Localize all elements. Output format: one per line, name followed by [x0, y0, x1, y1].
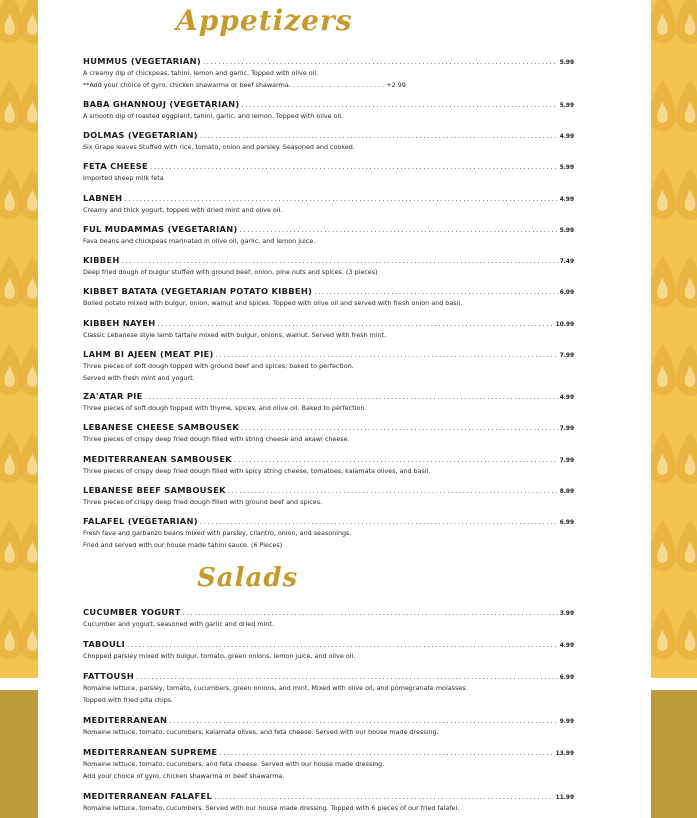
item-description: Three pieces of soft dough topped with ground beef and spices, baked to perfection.: [83, 362, 354, 370]
item-name: MEDITERRANEAN SAMBOUSEK: [83, 454, 233, 464]
item-description: Three pieces of soft dough topped with thyme, spices, and olive oil. Baked to perfection.: [83, 404, 367, 412]
menu-item: [83, 485, 574, 508]
dot-leader: [203, 58, 558, 66]
item-description: Add your choice of gyro, chicken shawarma or beef shawarma.: [83, 772, 285, 780]
dot-leader: [169, 717, 557, 725]
dot-leader: [219, 749, 553, 757]
item-description: **Add your choice of gyro, chicken shawarma or beef shawarma. . . . . . . . . . . . . . . . . . . . . . . . +2.99: [83, 81, 406, 89]
item-price: 5.99: [559, 228, 574, 234]
salads-heading: Salads: [197, 563, 299, 593]
item-name: KIBBEH NAYEH: [83, 318, 156, 328]
menu-item: [83, 747, 574, 782]
gold-band: [0, 690, 38, 818]
menu-item: [83, 286, 574, 309]
menu-item: [83, 454, 574, 477]
item-description: Creamy and thick yogurt, topped with dried mint and olive oil.: [83, 206, 283, 214]
item-description: Romaine lettuce, tomato, cucumbers. Served with our house made dressing. Topped with 6 pieces of our fried falafel.: [83, 804, 460, 812]
item-name: LAHM BI AJEEN (MEAT PIE): [83, 349, 214, 359]
item-name: HUMMUS (VEGETARIAN): [83, 56, 201, 66]
item-name: MEDITERRANEAN: [83, 715, 168, 725]
menu-item: [83, 671, 574, 706]
dot-leader: [216, 351, 558, 359]
item-price: 4.99: [559, 197, 574, 203]
item-name: FETA CHEESE: [83, 161, 148, 171]
item-description: Fresh fava and garbanzo beans mixed with parsley, cilantro, onion, and seasonings.: [83, 529, 352, 537]
item-name: DOLMAS (VEGETARIAN): [83, 130, 198, 140]
dot-leader: [240, 226, 558, 234]
menu-item: [83, 193, 574, 216]
item-name: KIBBEH: [83, 255, 120, 265]
dot-leader: [122, 257, 558, 265]
teardrop-pattern: [0, 0, 38, 678]
item-price: 6.99: [559, 675, 574, 681]
item-price: 11.99: [555, 795, 574, 801]
item-name: BABA GHANNOUJ (VEGETARIAN): [83, 99, 240, 109]
item-name: CUCUMBER YOGURT: [83, 607, 181, 617]
item-price: 7.49: [559, 259, 574, 265]
item-description: Imported sheep milk feta: [83, 174, 164, 182]
item-price: 5.99: [559, 103, 574, 109]
item-price: 5.99: [559, 165, 574, 171]
item-price: 4.99: [559, 134, 574, 140]
item-price: 7.99: [559, 458, 574, 464]
item-description: Cucumber and yogurt, seasoned with garlic and dried mint.: [83, 620, 274, 628]
item-price: 8.99: [559, 489, 574, 495]
item-price: 6.99: [559, 290, 574, 296]
item-description: Topped with fried pita chips.: [83, 696, 174, 704]
menu-item: [83, 56, 574, 91]
menu-item: [83, 422, 574, 445]
item-name: ZA'ATAR PIE: [83, 391, 143, 401]
item-name: FUL MUDAMMAS (VEGETARIAN): [83, 224, 238, 234]
item-description: Chopped parsley mixed with bulgur, tomato, green onions, lemon juice, and olive oil.: [83, 652, 356, 660]
dot-leader: [124, 195, 557, 203]
item-name: MEDITERRANEAN FALAFEL: [83, 791, 213, 801]
item-price: 3.99: [559, 611, 574, 617]
dot-leader: [157, 320, 553, 328]
gold-band: [651, 690, 697, 818]
menu-item: [83, 639, 574, 662]
menu-item: [83, 607, 574, 630]
item-price: 7.99: [559, 426, 574, 432]
item-price: 6.99: [559, 520, 574, 526]
item-description: Six Grape leaves Stuffed with rice, tomato, onion and parsley. Seasoned and cooked.: [83, 143, 355, 151]
item-description: Served with fresh mint and yogurt.: [83, 374, 195, 382]
item-price: 10.99: [555, 322, 574, 328]
menu-item: [83, 255, 574, 278]
item-name: KIBBET BATATA (VEGETARIAN POTATO KIBBEH): [83, 286, 313, 296]
left-decorative-border: [0, 0, 38, 818]
dot-leader: [127, 641, 558, 649]
dot-leader: [241, 424, 558, 432]
item-name: LEBANESE BEEF SAMBOUSEK: [83, 485, 226, 495]
menu-item: [83, 715, 574, 738]
item-description: Three pieces of crispy deep fried dough filled with spicy string cheese, tomatoes, kalamata olives, and basil.: [83, 467, 431, 475]
menu-item: [83, 130, 574, 153]
dot-leader: [200, 518, 558, 526]
item-description: Boiled potato mixed with bulgur, onion, walnut and spices. Topped with olive oil and served with fresh onion and basil.: [83, 299, 463, 307]
item-price: 7.99: [559, 353, 574, 359]
dot-leader: [136, 673, 558, 681]
dot-leader: [234, 456, 558, 464]
item-description: Three pieces of crispy deep fried dough filled with ground beef and spices.: [83, 498, 323, 506]
item-name: LEBANESE CHEESE SAMBOUSEK: [83, 422, 240, 432]
menu-item: [83, 224, 574, 247]
dot-leader: [214, 793, 554, 801]
right-decorative-border: [651, 0, 697, 818]
item-name: FALAFEL (VEGETARIAN): [83, 516, 198, 526]
menu-item: [83, 391, 574, 414]
item-price: 4.99: [559, 395, 574, 401]
dot-leader: [150, 163, 558, 171]
item-price: 9.99: [559, 719, 574, 725]
dot-leader: [200, 132, 558, 140]
menu-item: [83, 99, 574, 122]
dot-leader: [183, 609, 558, 617]
item-description: A creamy dip of chickpeas, tahini, lemon and garlic. Topped with olive oil.: [83, 69, 319, 77]
appetizers-heading: Appetizers: [176, 4, 353, 37]
dot-leader: [228, 487, 558, 495]
item-description: Romaine lettuce, parsley, tomato, cucumbers, green onions, and mint. Mixed with olive oil, and pomegranate molasses.: [83, 684, 468, 692]
item-description: Three pieces of crispy deep fried dough filled with string cheese and akawi cheese.: [83, 435, 350, 443]
item-description: Romaine lettuce, tomato, cucumbers, and feta cheese. Served with our house made dressing.: [83, 760, 385, 768]
item-name: LABNEH: [83, 193, 123, 203]
item-description: Classic Lebanese style lamb tartare mixed with bulgur, onions, walnut. Served with fresh mint.: [83, 331, 387, 339]
item-description: A smooth dip of roasted eggplant, tahini, garlic, and lemon. Topped with olive oil.: [83, 112, 344, 120]
item-name: FATTOUSH: [83, 671, 135, 681]
item-price: 5.99: [559, 60, 574, 66]
menu-item: [83, 516, 574, 551]
menu-item: [83, 318, 574, 341]
dot-leader: [145, 393, 558, 401]
item-name: TABOULI: [83, 639, 126, 649]
item-price: 13.99: [555, 751, 574, 757]
dot-leader: [241, 101, 557, 109]
menu-item: [83, 161, 574, 184]
item-description: Romaine lettuce, tomato, cucumbers, kalamata olives, and feta cheese. Served with our house made dressing.: [83, 728, 439, 736]
item-name: MEDITERRANEAN SUPREME: [83, 747, 218, 757]
item-price: 4.99: [559, 643, 574, 649]
dot-leader: [314, 288, 557, 296]
item-description: Deep fried dough of bulgur stuffed with ground beef, onion, pine nuts and spices. (3 pieces): [83, 268, 378, 276]
item-description: Fried and served with our house made tahini sauce. (6 Pieces): [83, 541, 283, 549]
menu-item: [83, 791, 574, 814]
menu-item: [83, 349, 574, 384]
item-description: Fava beans and chickpeas marinated in olive oil, garlic, and lemon juice.: [83, 237, 316, 245]
